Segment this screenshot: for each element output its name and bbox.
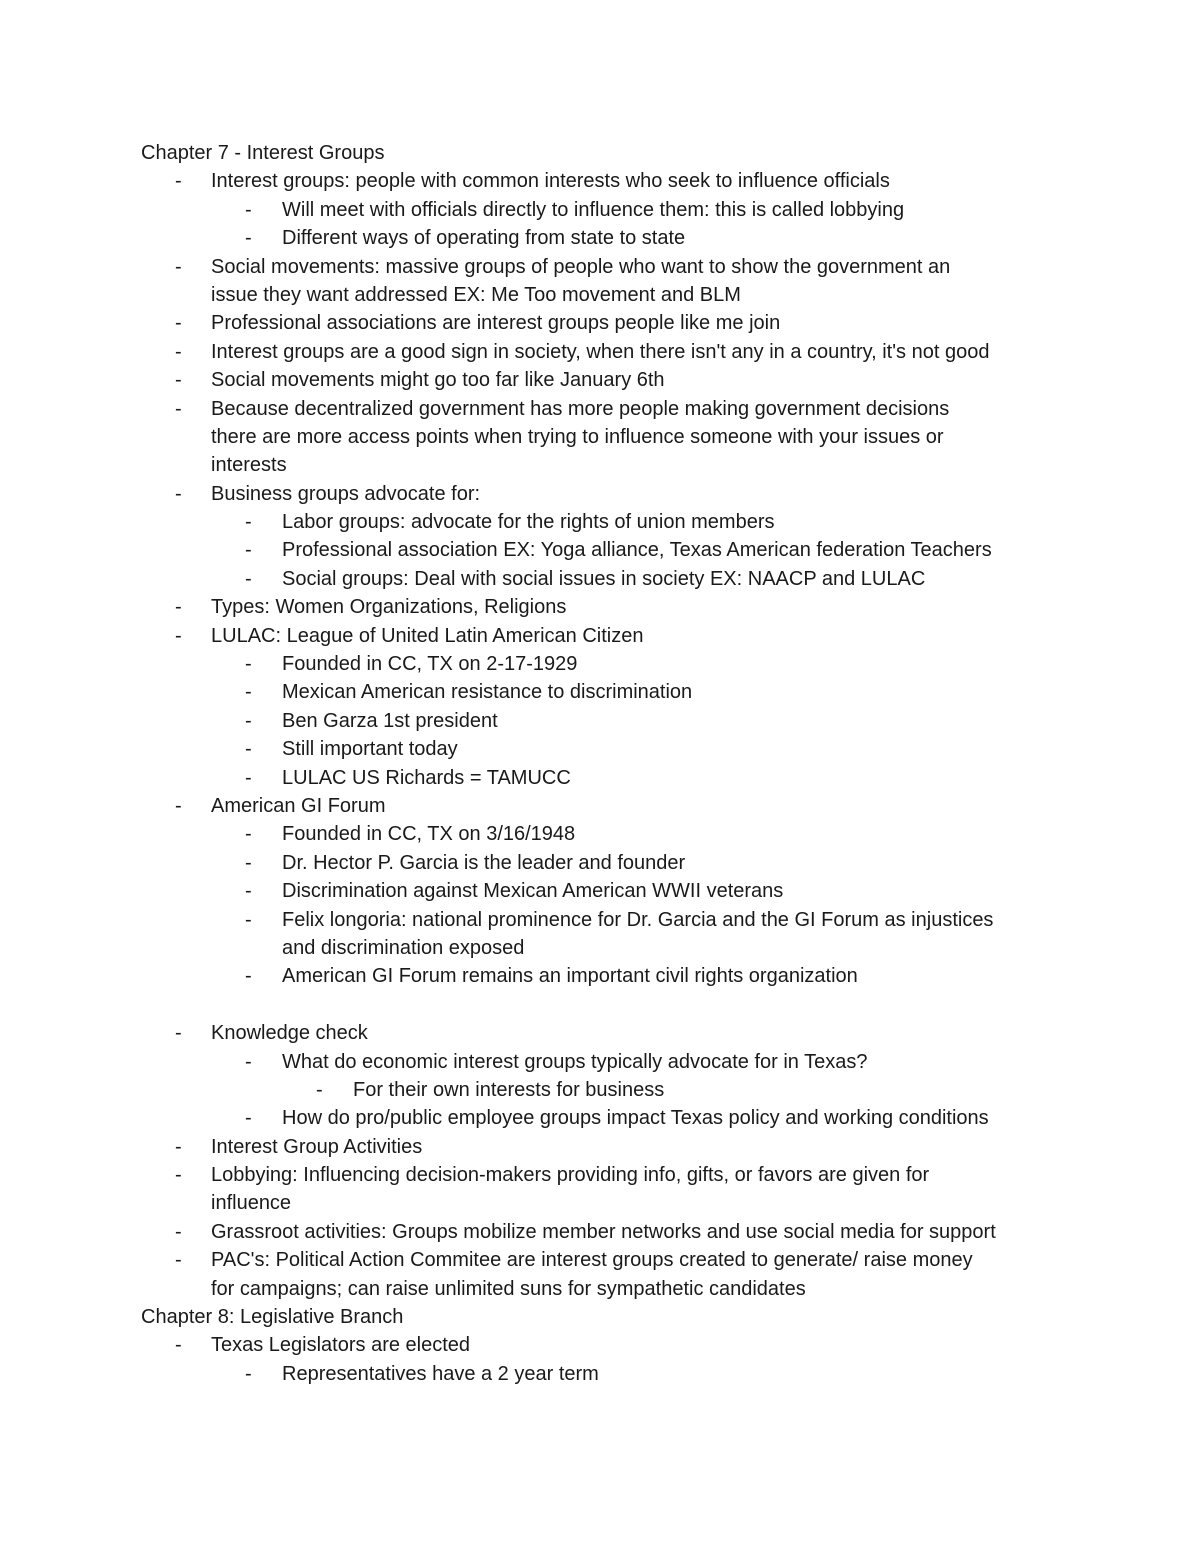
- list-item-text: Will meet with officials directly to influence them: this is called lobbying: [282, 198, 905, 221]
- list-item: [0, 1275, 1200, 1303]
- list-item-text: Business groups advocate for:: [211, 482, 481, 505]
- bullet-dash: -: [175, 1164, 182, 1187]
- bullet-dash: -: [245, 766, 252, 789]
- list-item-text: PAC's: Political Action Commitee are interest groups created to generate/ raise money: [211, 1249, 973, 1272]
- chapter-title: Chapter 7 - Interest Groups: [141, 142, 385, 164]
- bullet-dash: -: [245, 653, 252, 676]
- list-item-text: issue they want addressed EX: Me Too movement and BLM: [211, 283, 741, 306]
- bullet-dash: -: [245, 1362, 252, 1385]
- list-item: [0, 224, 1200, 252]
- bullet-dash: -: [245, 851, 252, 874]
- list-item: [0, 593, 1200, 621]
- list-item: [0, 906, 1200, 934]
- list-item-text: Grassroot activities: Groups mobilize member networks and use social media for support: [211, 1220, 996, 1243]
- list-item: [0, 735, 1200, 763]
- bullet-dash: -: [175, 1135, 182, 1158]
- chapter-heading: [0, 139, 1200, 167]
- list-item: [0, 622, 1200, 650]
- bullet-dash: -: [175, 596, 182, 619]
- chapter-title: Chapter 8: Legislative Branch: [141, 1306, 404, 1329]
- bullet-dash: -: [175, 255, 182, 278]
- bullet-dash: -: [175, 369, 182, 392]
- list-item: [0, 1133, 1200, 1161]
- list-item-text: Professional association EX: Yoga alliance, Texas American federation Teachers: [282, 539, 992, 562]
- bullet-dash: -: [175, 340, 182, 363]
- list-item: [0, 1019, 1200, 1047]
- list-item-text: Discrimination against Mexican American WWII veterans: [282, 880, 784, 903]
- list-item: [0, 1331, 1200, 1359]
- list-item-text: Founded in CC, TX on 3/16/1948: [282, 823, 576, 846]
- list-item: [0, 480, 1200, 508]
- list-item: [0, 650, 1200, 678]
- list-item: [0, 196, 1200, 224]
- list-item: [0, 1076, 1200, 1104]
- list-item: [0, 508, 1200, 536]
- list-item: [0, 536, 1200, 564]
- bullet-dash: -: [245, 1050, 252, 1073]
- list-item: [0, 281, 1200, 309]
- list-item-text: interests: [211, 454, 287, 477]
- list-item: [0, 167, 1200, 195]
- list-item: [0, 934, 1200, 962]
- list-item: [0, 253, 1200, 281]
- bullet-dash: -: [245, 1107, 252, 1130]
- list-item-text: Knowledge check: [211, 1022, 368, 1045]
- list-item-text: Dr. Hector P. Garcia is the leader and founder: [282, 851, 686, 874]
- list-item-text: Social movements: massive groups of people who want to show the government an: [211, 255, 951, 278]
- list-item-text: Because decentralized government has more people making government decisions: [211, 397, 950, 420]
- bullet-dash: -: [316, 1078, 323, 1101]
- list-item: [0, 764, 1200, 792]
- list-item: [0, 451, 1200, 479]
- list-item-text: Ben Garza 1st president: [282, 709, 498, 732]
- bullet-dash: -: [175, 397, 182, 420]
- bullet-dash: -: [245, 567, 252, 590]
- bullet-dash: -: [245, 823, 252, 846]
- bullet-dash: -: [175, 170, 182, 193]
- list-item-text: LULAC US Richards = TAMUCC: [282, 766, 571, 789]
- list-item: [0, 1189, 1200, 1217]
- list-item-text: Mexican American resistance to discrimination: [282, 681, 693, 704]
- list-item-text: Founded in CC, TX on 2-17-1929: [282, 653, 578, 676]
- list-item: [0, 678, 1200, 706]
- bullet-dash: -: [245, 227, 252, 250]
- list-item-text: Felix longoria: national prominence for Dr. Garcia and the GI Forum as injustices: [282, 908, 994, 931]
- list-item: [0, 1360, 1200, 1388]
- list-item: [0, 820, 1200, 848]
- list-item-text: there are more access points when trying to influence someone with your issues or: [211, 425, 944, 448]
- list-item: [0, 707, 1200, 735]
- list-item: [0, 1104, 1200, 1132]
- bullet-dash: -: [245, 681, 252, 704]
- list-item-text: Interest Group Activities: [211, 1135, 423, 1158]
- bullet-dash: -: [245, 511, 252, 534]
- blank-line: [0, 991, 1200, 1019]
- list-item: [0, 366, 1200, 394]
- list-item-text: Different ways of operating from state to state: [282, 227, 686, 250]
- list-item: [0, 792, 1200, 820]
- list-item-text: Representatives have a 2 year term: [282, 1362, 599, 1385]
- list-item-text: Interest groups: people with common interests who seek to influence officials: [211, 170, 890, 193]
- list-item-text: Professional associations are interest groups people like me join: [211, 312, 781, 335]
- list-item: [0, 1048, 1200, 1076]
- list-item: [0, 423, 1200, 451]
- list-item-text: and discrimination exposed: [282, 936, 525, 959]
- bullet-dash: -: [175, 1334, 182, 1357]
- list-item: [0, 962, 1200, 990]
- list-item: [0, 877, 1200, 905]
- list-item: [0, 338, 1200, 366]
- document-body: [0, 139, 1200, 1388]
- list-item: [0, 1246, 1200, 1274]
- list-item-text: American GI Forum: [211, 794, 386, 817]
- list-item-text: Lobbying: Influencing decision-makers providing info, gifts, or favors are given for: [211, 1164, 930, 1187]
- bullet-dash: -: [175, 312, 182, 335]
- bullet-dash: -: [245, 738, 252, 761]
- list-item-text: influence: [211, 1192, 292, 1215]
- list-item-text: LULAC: League of United Latin American Citizen: [211, 624, 644, 647]
- bullet-dash: -: [175, 624, 182, 647]
- bullet-dash: -: [175, 794, 182, 817]
- list-item-text: American GI Forum remains an important civil rights organization: [282, 965, 858, 988]
- list-item-text: Social movements might go too far like January 6th: [211, 369, 665, 392]
- list-item: [0, 849, 1200, 877]
- list-item-text: What do economic interest groups typically advocate for in Texas?: [282, 1050, 868, 1073]
- bullet-dash: -: [245, 539, 252, 562]
- bullet-dash: -: [245, 965, 252, 988]
- list-item-text: for campaigns; can raise unlimited suns for sympathetic candidates: [211, 1277, 806, 1300]
- list-item-text: Social groups: Deal with social issues in society EX: NAACP and LULAC: [282, 567, 926, 590]
- list-item: [0, 309, 1200, 337]
- list-item: [0, 565, 1200, 593]
- bullet-dash: -: [245, 880, 252, 903]
- bullet-dash: -: [245, 198, 252, 221]
- bullet-dash: -: [175, 1220, 182, 1243]
- list-item-text: Texas Legislators are elected: [211, 1334, 471, 1357]
- bullet-dash: -: [175, 482, 182, 505]
- list-item: [0, 1161, 1200, 1189]
- list-item-text: Labor groups: advocate for the rights of union members: [282, 511, 775, 534]
- bullet-dash: -: [175, 1249, 182, 1272]
- list-item: [0, 1218, 1200, 1246]
- chapter-heading: [0, 1303, 1200, 1331]
- list-item-text: How do pro/public employee groups impact Texas policy and working conditions: [282, 1107, 989, 1130]
- bullet-dash: -: [245, 908, 252, 931]
- list-item: [0, 395, 1200, 423]
- list-item-text: Interest groups are a good sign in society, when there isn't any in a country, it's not good: [211, 340, 990, 363]
- bullet-dash: -: [175, 1022, 182, 1045]
- list-item-text: Still important today: [282, 738, 458, 761]
- list-item-text: Types: Women Organizations, Religions: [211, 596, 567, 619]
- bullet-dash: -: [245, 709, 252, 732]
- list-item-text: For their own interests for business: [353, 1078, 665, 1101]
